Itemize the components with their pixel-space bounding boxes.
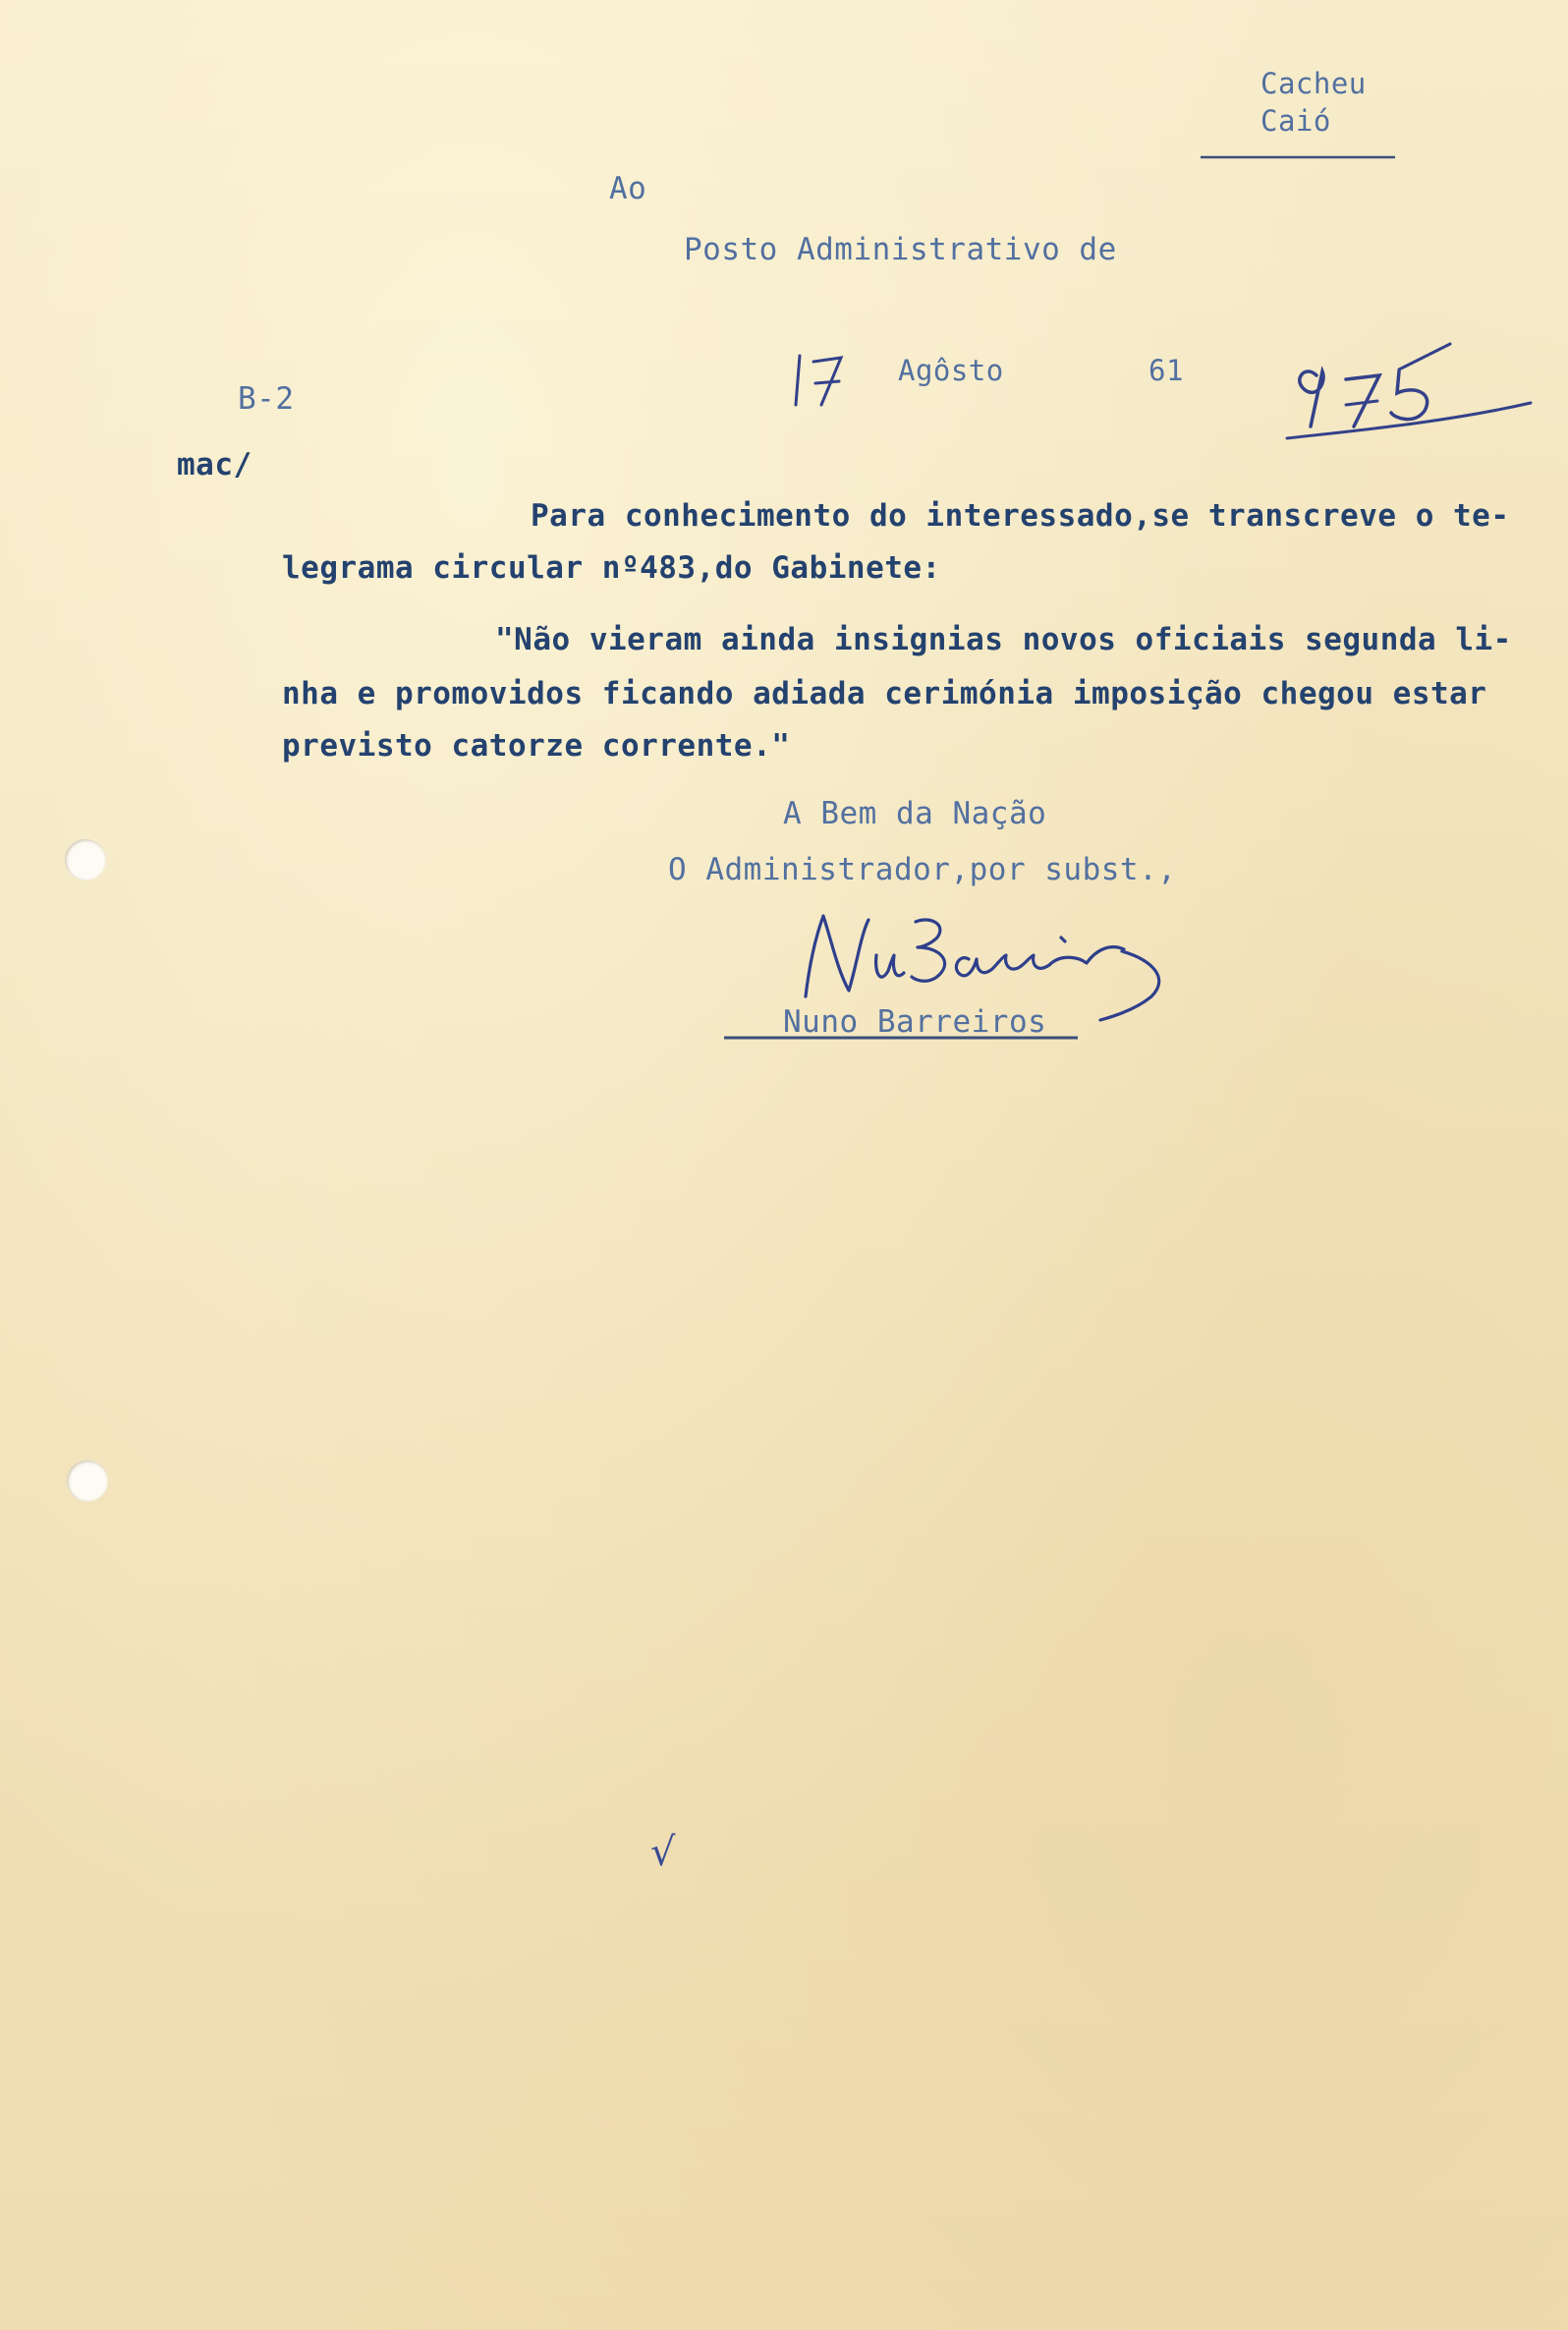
reference-code: B-2 <box>238 381 295 417</box>
handwritten-number <box>1277 324 1542 452</box>
quote-line-2: nha e promovidos ficando adiada cerimónia imposição chegou estar <box>282 676 1487 711</box>
punch-hole-top <box>65 839 106 881</box>
destination-region: Cacheu <box>1260 67 1367 100</box>
quote-line-3: previsto catorze corrente." <box>282 728 791 764</box>
punch-hole-bottom <box>67 1460 108 1502</box>
margin-check-mark: √ <box>650 1830 676 1875</box>
destination-locality: Caió <box>1260 104 1331 138</box>
typist-initials: mac/ <box>177 447 252 483</box>
signatory-title: O Administrador,por subst., <box>668 852 1177 887</box>
date-year: 61 <box>1148 354 1184 387</box>
salutation-ao: Ao <box>609 171 647 206</box>
signatory-name-underline <box>724 1036 1080 1040</box>
body-line-1: Para conhecimento do interessado,se transcreve o te- <box>531 498 1510 534</box>
date-month: Agôsto <box>898 354 1004 387</box>
signatory-name: Nuno Barreiros <box>783 1004 1047 1040</box>
quote-line-1: "Não vieram ainda insignias novos oficiais segunda li- <box>495 622 1512 657</box>
addressee: Posto Administrativo de <box>684 232 1117 267</box>
destination-underline <box>1201 155 1397 159</box>
body-line-2: legrama circular nº483,do Gabinete: <box>282 550 941 586</box>
handwritten-day <box>786 344 855 413</box>
closing-salutation: A Bem da Nação <box>783 796 1047 831</box>
